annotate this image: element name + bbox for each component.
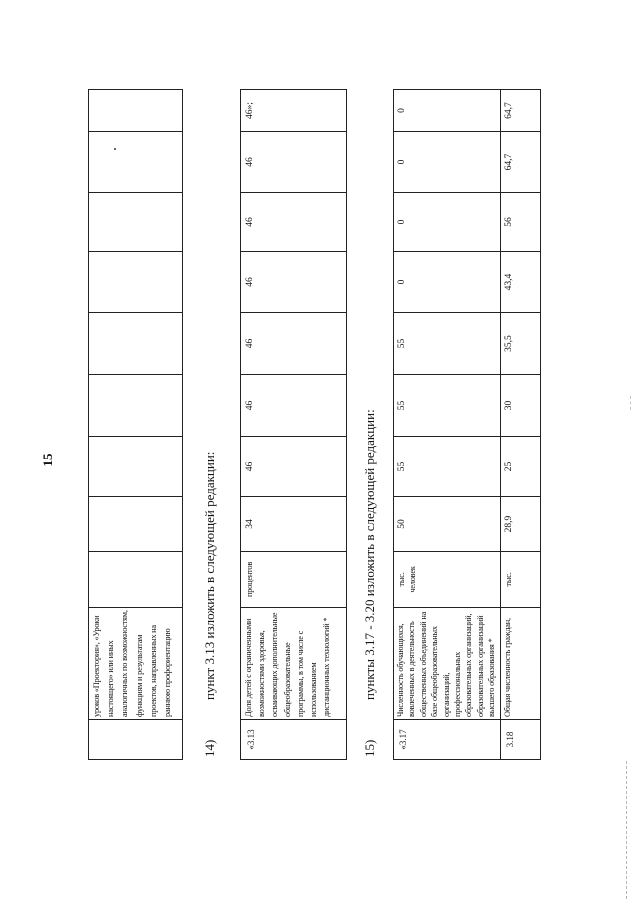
cell-text-line: общеобразовательные — [283, 642, 292, 717]
value-cell: 43,4 — [501, 252, 541, 313]
value-cell: 55 — [394, 375, 501, 437]
value-cell: 64,7 — [501, 132, 541, 193]
amendment-item-number: 14) — [202, 739, 217, 757]
cell-text-line: Доля детей с ограниченными — [244, 618, 253, 717]
indicator-table-continuation — [88, 89, 183, 760]
indicator-name-cell — [394, 608, 501, 720]
value-cell: 35,5 — [501, 313, 541, 375]
unit-cell — [394, 552, 501, 608]
indicator-name-cell — [89, 608, 183, 720]
cell-text-line: раннюю профориентацию — [163, 628, 173, 717]
value-cell — [89, 90, 183, 132]
table-row — [501, 90, 541, 760]
value-cell: 0 — [394, 132, 501, 193]
amendment-item-14 — [202, 337, 218, 757]
page-number: 15 — [40, 453, 55, 467]
value-cell: 0 — [394, 193, 501, 252]
table-row — [241, 90, 347, 760]
value-cell: 0 — [394, 90, 501, 132]
value-cell — [89, 497, 183, 552]
value-cell: 0 — [394, 252, 501, 313]
cell-text-line: осваивающих дополнительные — [270, 612, 279, 717]
value-cell: 46 — [241, 313, 347, 375]
value-cell: 34 — [241, 497, 347, 552]
scan-artifact — [626, 761, 627, 899]
cell-text-line: Численность обучающихся, — [396, 623, 405, 717]
cell-text-line: общественных объединений на — [418, 611, 428, 717]
cell-text-line: человек — [408, 566, 418, 593]
cell-text-line: образовательных организаций, — [464, 613, 474, 717]
amendment-item-number: 15) — [362, 739, 377, 757]
value-cell — [89, 252, 183, 313]
cell-text-line: вовлеченных в деятельность — [407, 621, 417, 717]
cell-text-line: тыс. — [397, 572, 406, 587]
value-cell: 46 — [241, 193, 347, 252]
cell-text-line: профессиональных — [453, 651, 463, 717]
value-cell — [89, 437, 183, 497]
value-cell: 64,7 — [501, 90, 541, 132]
cell-text-line: высшего образования * — [487, 638, 497, 717]
value-cell: 46 — [241, 132, 347, 193]
cell-text-line: проектов, направленных на — [148, 625, 158, 717]
value-cell: 28,9 — [501, 497, 541, 552]
cell-text-line: базе общеобразовательных — [430, 626, 440, 717]
value-cell: 30 — [501, 375, 541, 437]
value-cell: 55 — [394, 437, 501, 497]
cell-text-line: организаций, — [441, 672, 451, 717]
indicator-table-item-3-13 — [240, 89, 347, 760]
cell-text-line: Общая численность граждан, — [503, 618, 512, 717]
value-cell — [89, 375, 183, 437]
cell-text-line: программы, в том числе с — [296, 630, 305, 717]
amendment-item-15 — [362, 337, 378, 757]
cell-text-line: использованием — [309, 662, 318, 717]
value-cell: 55 — [394, 313, 501, 375]
value-cell: 46 — [241, 437, 347, 497]
scan-artifact — [630, 396, 631, 410]
indicator-name-cell — [501, 608, 541, 720]
unit-cell — [89, 552, 183, 608]
value-cell — [89, 193, 183, 252]
cell-text-line: образовательных организаций — [475, 615, 485, 717]
cell-text-line: уроков «Проектория», «Уроки — [92, 615, 101, 717]
cell-text-line: возможностями здоровья, — [257, 630, 266, 717]
amendment-item-text: пункт 3.13 изложить в следующей редакции: — [202, 451, 217, 700]
indicator-name-cell — [241, 608, 347, 720]
cell-text-line: настоящего» или иных — [106, 640, 116, 717]
value-cell — [89, 313, 183, 375]
cell-text-line: функциям и результатам — [134, 634, 144, 717]
value-cell: 46»; — [241, 90, 347, 132]
table-row — [89, 90, 183, 760]
value-cell: 50 — [394, 497, 501, 552]
amendment-item-text: пункты 3.17 - 3.20 изложить в следующей редакции: — [362, 409, 377, 700]
value-cell: 56 — [501, 193, 541, 252]
row-number-cell — [89, 720, 183, 760]
row-number-cell: 3.18 — [501, 720, 541, 760]
row-number-cell: «3.13 — [241, 720, 347, 760]
value-cell: 46 — [241, 252, 347, 313]
scan-speck — [114, 148, 116, 150]
unit-cell: тыс. — [501, 552, 541, 608]
row-number-cell: «3.17 — [394, 720, 501, 760]
value-cell: 25 — [501, 437, 541, 497]
indicator-table-items-3-17-3-18 — [393, 89, 541, 760]
value-cell: 46 — [241, 375, 347, 437]
cell-text-line: дистанционных технологий * — [322, 617, 331, 717]
table-row — [394, 90, 501, 760]
cell-text-line: аналогичных по возможностям, — [120, 610, 130, 717]
unit-cell: процентов — [241, 552, 347, 608]
value-cell — [89, 132, 183, 193]
